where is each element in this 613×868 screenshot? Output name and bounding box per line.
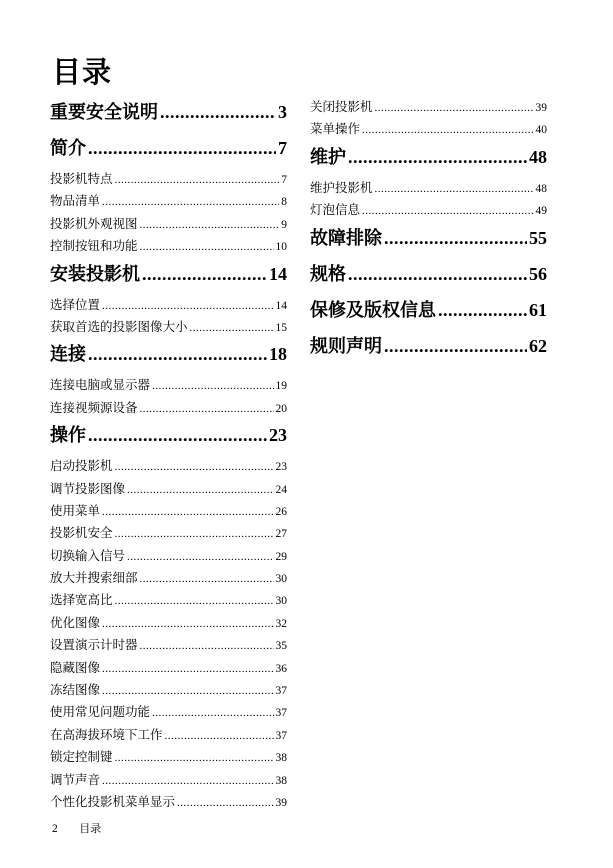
toc-entry-title: 物品清单 <box>50 193 101 209</box>
toc-subsection-entry[interactable] <box>50 296 287 318</box>
toc-dot-leader <box>102 682 273 700</box>
toc-entry-page: 14 <box>269 263 287 284</box>
toc-entry-page: 38 <box>275 774 287 787</box>
toc-dot-leader <box>88 342 267 366</box>
toc-dot-leader <box>102 615 273 633</box>
toc-dot-leader <box>190 319 274 337</box>
toc-dot-leader <box>115 592 274 610</box>
toc-entry-title: 规则声明 <box>310 335 382 357</box>
toc-subsection-entry[interactable] <box>50 480 287 502</box>
toc-dot-leader <box>115 458 274 476</box>
toc-subsection-entry[interactable] <box>50 726 287 748</box>
toc-entry-page: 14 <box>275 299 287 312</box>
toc-entry-page: 62 <box>529 335 547 356</box>
toc-dot-leader <box>140 570 274 588</box>
toc-entry-page: 26 <box>275 505 287 518</box>
toc-subsection-entry[interactable] <box>50 170 287 192</box>
toc-subsection-entry[interactable] <box>50 237 287 259</box>
toc-dot-leader <box>160 100 276 124</box>
toc-dot-leader <box>115 171 280 189</box>
page-footer <box>52 820 101 836</box>
toc-subsection-entry[interactable] <box>50 681 287 703</box>
toc-subsection-entry[interactable] <box>310 98 547 120</box>
toc-subsection-entry[interactable] <box>50 547 287 569</box>
toc-entry-page: 30 <box>275 573 287 586</box>
toc-subsection-entry[interactable] <box>50 793 287 815</box>
toc-entry-page: 48 <box>535 182 547 195</box>
toc-entry-page: 30 <box>275 595 287 608</box>
toc-entry-page: 36 <box>275 662 287 675</box>
toc-dot-leader <box>375 99 534 117</box>
toc-subsection-entry[interactable] <box>50 502 287 524</box>
toc-subsection-entry[interactable] <box>50 659 287 681</box>
toc-dot-leader <box>384 226 527 250</box>
toc-dot-leader <box>88 136 276 160</box>
toc-dot-leader <box>140 400 274 418</box>
toc-dot-leader <box>127 548 273 566</box>
toc-entry-page: 40 <box>535 124 547 137</box>
toc-entry-title: 切换输入信号 <box>50 547 126 563</box>
toc-subsection-entry[interactable] <box>310 120 547 142</box>
toc-entry-title: 维护 <box>310 146 346 168</box>
toc-entry-title: 安装投影机 <box>50 263 140 285</box>
toc-entry-title: 简介 <box>50 138 86 159</box>
toc-entry-title: 连接视频源设备 <box>50 399 138 415</box>
toc-subsection-entry[interactable] <box>50 318 287 340</box>
footer-label: 目录 <box>79 822 102 835</box>
toc-dot-leader <box>142 262 267 286</box>
toc-dot-leader <box>127 481 273 499</box>
toc-dot-leader <box>102 503 273 521</box>
toc-entry-page: 49 <box>535 205 547 218</box>
toc-dot-leader <box>438 298 527 322</box>
toc-entry-page: 37 <box>275 707 287 720</box>
toc-dot-leader <box>165 727 274 745</box>
toc-subsection-entry[interactable] <box>50 771 287 793</box>
toc-subsection-entry[interactable] <box>310 201 547 223</box>
toc-dot-leader <box>362 202 533 220</box>
toc-subsection-entry[interactable] <box>50 376 287 398</box>
toc-entry-page: 18 <box>269 344 287 365</box>
toc-entry-page: 35 <box>275 640 287 653</box>
toc-entry-title: 选择宽高比 <box>50 592 113 608</box>
toc-subsection-entry[interactable] <box>50 614 287 636</box>
toc-subsection-entry[interactable] <box>50 636 287 658</box>
toc-entry-title: 菜单操作 <box>310 121 361 137</box>
toc-entry-title: 在高海拔环境下工作 <box>50 726 163 742</box>
toc-entry-title: 优化图像 <box>50 614 101 630</box>
toc-entry-page: 24 <box>275 483 287 496</box>
toc-section-entry[interactable] <box>50 262 287 296</box>
toc-dot-leader <box>102 772 273 790</box>
toc-entry-page: 39 <box>275 796 287 809</box>
toc-entry-title: 使用菜单 <box>50 502 101 518</box>
toc-section-entry[interactable] <box>310 226 547 260</box>
toc-entry-title: 故障排除 <box>310 227 382 249</box>
toc-entry-title: 投影机外观视图 <box>50 215 138 231</box>
toc-entry-page: 20 <box>275 402 287 415</box>
toc-entry-title: 维护投影机 <box>310 179 373 195</box>
toc-entry-title: 投影机特点 <box>50 171 113 186</box>
toc-entry-title: 使用常见问题功能 <box>50 704 151 720</box>
toc-entry-title: 设置演示计时器 <box>50 637 138 653</box>
toc-entry-title: 操作 <box>50 425 86 447</box>
toc-dot-leader <box>140 637 274 655</box>
toc-section-entry[interactable] <box>50 423 287 457</box>
toc-dot-leader <box>152 704 273 722</box>
toc-subsection-entry[interactable] <box>50 215 287 237</box>
toc-entry-title: 连接 <box>50 344 86 366</box>
toc-entry-page: 37 <box>275 729 287 742</box>
toc-entry-page: 56 <box>529 263 547 284</box>
toc-section-entry[interactable] <box>310 298 547 332</box>
toc-entry-page: 7 <box>278 138 287 158</box>
toc-dot-leader <box>102 297 273 315</box>
toc-dot-leader <box>348 145 527 169</box>
toc-dot-leader <box>140 238 274 256</box>
toc-subsection-entry[interactable] <box>50 399 287 421</box>
toc-section-entry[interactable] <box>310 334 547 368</box>
toc-entry-title: 关闭投影机 <box>310 99 373 114</box>
toc-dot-leader <box>152 377 273 395</box>
toc-subsection-entry[interactable] <box>50 703 287 725</box>
toc-dot-leader <box>384 334 527 358</box>
toc-entry-title: 保修及版权信息 <box>310 299 436 321</box>
toc-entry-title: 放大并搜索细部 <box>50 570 138 586</box>
toc-entry-page: 38 <box>275 752 287 765</box>
toc-dot-leader <box>115 749 274 767</box>
toc-entry-title: 获取首选的投影图像大小 <box>50 318 188 334</box>
toc-entry-page: 32 <box>275 617 287 630</box>
toc-entry-page: 37 <box>275 685 287 698</box>
toc-entry-title: 控制按钮和功能 <box>50 238 138 254</box>
toc-subsection-entry[interactable] <box>50 524 287 546</box>
toc-entry-title: 启动投影机 <box>50 458 113 474</box>
toc-entry-page: 8 <box>281 196 287 209</box>
toc-subsection-entry[interactable] <box>50 192 287 214</box>
toc-entry-title: 投影机安全 <box>50 525 113 541</box>
toc-entry-page: 48 <box>529 146 547 167</box>
toc-dot-leader <box>348 262 527 286</box>
toc-entry-title: 冻结图像 <box>50 682 101 698</box>
toc-dot-leader <box>102 660 273 678</box>
toc-dot-leader <box>362 121 533 139</box>
toc-column-right <box>310 98 547 368</box>
toc-dot-leader <box>115 525 274 543</box>
footer-page-number: 2 <box>52 823 58 835</box>
toc-entry-title: 连接电脑或显示器 <box>50 377 151 393</box>
toc-subsection-entry[interactable] <box>50 569 287 591</box>
toc-entry-title: 规格 <box>310 263 346 285</box>
toc-subsection-entry[interactable] <box>310 179 547 201</box>
toc-entry-page: 23 <box>269 425 287 446</box>
toc-entry-title: 个性化投影机菜单显示 <box>50 793 176 809</box>
toc-dot-leader <box>375 180 534 198</box>
toc-entry-title: 选择位置 <box>50 296 101 312</box>
page-title: 目录 <box>52 55 113 89</box>
toc-entry-page: 3 <box>278 102 287 122</box>
toc-entry-page: 39 <box>535 102 547 114</box>
toc-subsection-entry[interactable] <box>50 457 287 479</box>
toc-section-entry[interactable] <box>50 136 287 170</box>
toc-entry-page: 61 <box>529 299 547 320</box>
toc-entry-page: 29 <box>275 550 287 563</box>
toc-section-entry[interactable] <box>50 342 287 376</box>
toc-entry-title: 调节声音 <box>50 771 101 787</box>
toc-section-entry[interactable] <box>50 100 287 134</box>
toc-entry-title: 重要安全说明 <box>50 102 158 123</box>
toc-subsection-entry[interactable] <box>50 591 287 613</box>
toc-dot-leader <box>102 193 279 211</box>
toc-entry-title: 灯泡信息 <box>310 202 361 218</box>
toc-entry-page: 15 <box>275 321 287 334</box>
toc-entry-page: 23 <box>275 461 287 474</box>
toc-section-entry[interactable] <box>310 262 547 296</box>
toc-entry-title: 锁定控制键 <box>50 749 113 765</box>
toc-entry-page: 7 <box>281 174 287 186</box>
toc-dot-leader <box>140 216 280 234</box>
toc-dot-leader <box>177 794 273 812</box>
toc-entry-page: 19 <box>275 380 287 393</box>
toc-entry-title: 调节投影图像 <box>50 480 126 496</box>
toc-entry-page: 27 <box>275 528 287 541</box>
toc-subsection-entry[interactable] <box>50 748 287 770</box>
toc-column-left <box>50 98 287 815</box>
toc-entry-title: 隐藏图像 <box>50 659 101 675</box>
toc-entry-page: 55 <box>529 227 547 248</box>
toc-dot-leader <box>88 423 267 447</box>
toc-entry-page: 9 <box>281 218 287 231</box>
toc-section-entry[interactable] <box>310 145 547 179</box>
toc-entry-page: 10 <box>275 241 287 254</box>
